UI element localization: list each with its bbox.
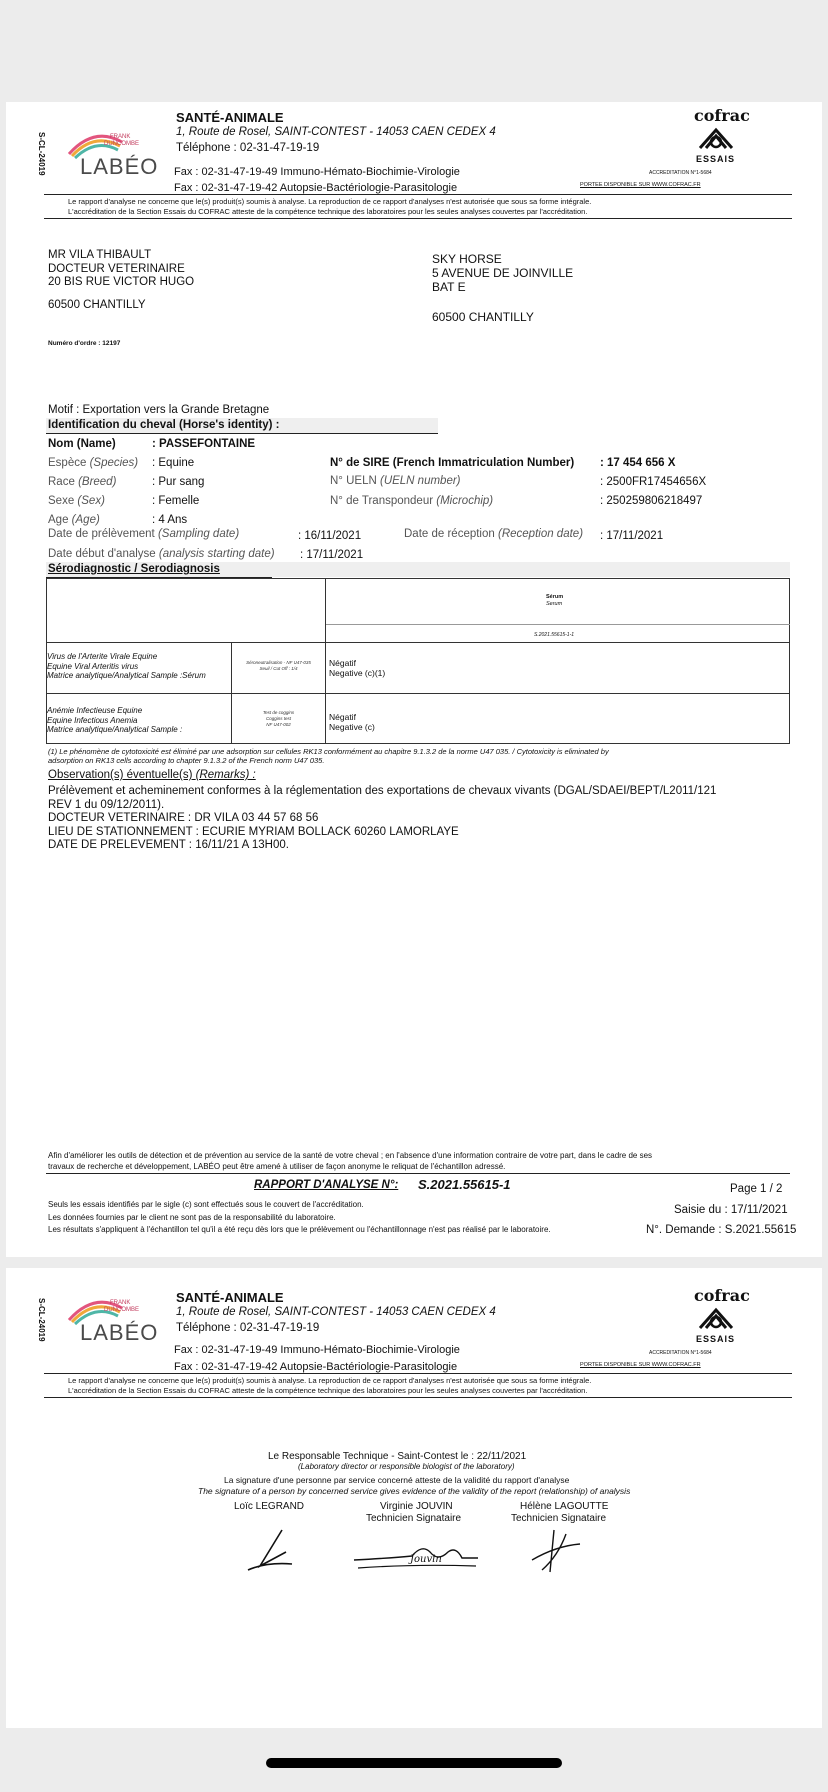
breed-value: : Pur sang — [152, 476, 205, 488]
horse-name: : PASSEFONTAINE — [152, 438, 256, 450]
disclaimer-2: L'accréditation de la Section Essais du COFRAC atteste de la compétence technique des laboratoires pour les seules analyses couvertes par l'accréditation. — [68, 207, 588, 216]
report-page-1 — [6, 102, 822, 1257]
age-label: Age (Age) — [48, 514, 100, 526]
serum-col-header-en: Serum — [546, 601, 563, 607]
saisie-date: Saisie du : 17/11/2021 — [674, 1204, 788, 1216]
species-value: : Equine — [152, 457, 195, 469]
legal-note-3: Les résultats s'appliquent à l'échantillon tel qu'il a été reçu dès lors que le prélèvement ou l'échantillonnage n'est pas réalisé par le laboratoire. — [48, 1225, 551, 1234]
cofrac-accreditation: ACCREDITATION N°1-5684 — [649, 1350, 712, 1356]
page-number: Page 1 / 2 — [730, 1183, 783, 1195]
result-cell — [329, 712, 375, 732]
analyte-name: Virus de l'Arterite Virale Equine — [47, 652, 158, 661]
legal-note-2: Les données fournies par le client ne sont pas de la responsabilité du laboratoire. — [48, 1213, 336, 1222]
result-fr: Négatif — [329, 658, 356, 668]
remark-line: Prélèvement et acheminement conformes à la réglementation des exportations de chevaux vivants (DGAL/SDAEI/BEPT/L2011/121 — [48, 785, 717, 797]
serum-col-header: Sérum — [546, 594, 564, 600]
method-cell — [232, 710, 325, 728]
logo-tagline-1: FRANK — [110, 134, 131, 140]
addressee-left-line: MR VILA THIBAULT — [48, 249, 152, 261]
header-title: SANTÉ-ANIMALE — [176, 110, 284, 125]
analytical-sample: Matrice analytique/Analytical Sample :Sérum — [47, 671, 206, 680]
logo-tagline-2: DUNCOMBE — [104, 1307, 140, 1313]
cofrac-accreditation: ACCREDITATION N°1-5684 — [649, 170, 712, 176]
header-title: SANTÉ-ANIMALE — [176, 1290, 284, 1305]
logo-tagline-1: FRANK — [110, 1300, 131, 1306]
result-fr: Négatif — [329, 712, 356, 722]
method-name: Séroneutralisation - NF U47-035 — [246, 660, 311, 665]
cofrac-logo-text: cofrac — [694, 106, 750, 125]
analyte-name: Anémie Infectieuse Equine — [47, 706, 143, 715]
table-row — [47, 706, 182, 735]
signatory-jouvin: Virginie JOUVIN — [380, 1501, 453, 1512]
signatory-lagoutte: Hélène LAGOUTTE — [520, 1501, 609, 1512]
method-name-en: Coggins test — [265, 716, 291, 721]
signature-jouvin-text: Jouvin — [410, 1554, 442, 1565]
start-date-value: : 17/11/2021 — [300, 549, 364, 561]
labeo-logo-text: LABÉO — [80, 1320, 159, 1345]
ueln-value: : 2500FR17454656X — [600, 476, 707, 488]
method-norm: NF U47-002 — [266, 722, 291, 727]
disclaimer-2: L'accréditation de la Section Essais du COFRAC atteste de la compétence technique des laboratoires pour les seules analyses couvertes par l'accréditation. — [68, 1386, 588, 1395]
disclaimer-1: Le rapport d'analyse ne concerne que le(s) produit(s) soumis à analyse. La reproduction de ce rapport d'analyses n'est autorisée que sous sa forme intégrale. — [68, 1376, 592, 1385]
logo-tagline-2: DUNCOMBE — [104, 141, 140, 147]
addressee-left-line: DOCTEUR VETERINAIRE — [48, 262, 185, 275]
header-address: 1, Route de Rosel, SAINT-CONTEST - 14053 CAEN CEDEX 4 — [176, 126, 496, 138]
remark-line: LIEU DE STATIONNEMENT : ECURIE MYRIAM BOLLACK 60260 LAMORLAYE — [48, 825, 459, 838]
sire-label: N° de SIRE (French Immatriculation Number) — [330, 457, 575, 469]
header-phone: Téléphone : 02-31-47-19-19 — [176, 142, 320, 154]
transponder-value: : 250259806218497 — [600, 495, 703, 507]
addressee-right-line: 5 AVENUE DE JOINVILLE — [432, 266, 574, 280]
report-number: S.2021.55615-1 — [418, 1177, 511, 1192]
cofrac-portee-link[interactable]: PORTEE DISPONIBLE SUR WWW.COFRAC.FR — [580, 182, 701, 188]
analyte-name-en: Equine Viral Arteritis virus — [47, 661, 139, 671]
addressee-left-line: 20 BIS RUE VICTOR HUGO — [48, 276, 195, 288]
reception-date-value: : 17/11/2021 — [600, 530, 664, 542]
method-cutoff: Seuil / Cut Off : 1/4 — [259, 666, 298, 671]
cofrac-portee-link[interactable]: PORTEE DISPONIBLE SUR WWW.COFRAC.FR — [580, 1362, 701, 1368]
sample-id: S.2021.55615-1-1 — [534, 632, 575, 638]
motif: Motif : Exportation vers la Grande Bretagne — [48, 404, 270, 416]
document-code: S-CL-24019 — [37, 132, 46, 176]
sire-value: : 17 454 656 X — [600, 457, 676, 469]
table-row — [47, 652, 206, 681]
signatory-jouvin-role: Technicien Signataire — [366, 1513, 462, 1524]
research-notice-1: Afin d'améliorer les outils de détection et de prévention au service de la santé de votre cheval ; en l'absence d'une information contraire de votre part, dans le cadre de ses — [48, 1151, 653, 1160]
sex-label: Sexe (Sex) — [48, 495, 105, 507]
addressee-left — [48, 249, 194, 312]
demande-number: N°. Demande : S.2021.55615 — [646, 1224, 797, 1236]
remark-line: DATE DE PRELEVEMENT : 16/11/21 A 13H00. — [48, 839, 289, 851]
method-name: Test de coggins — [262, 710, 295, 715]
signature-legrand-icon — [242, 1526, 298, 1576]
disclaimer-1: Le rapport d'analyse ne concerne que le(s) produit(s) soumis à analyse. La reproduction de ce rapport d'analyses n'est autorisée que sous sa forme intégrale. — [68, 197, 592, 206]
ueln-label: N° UELN (UELN number) — [330, 475, 461, 487]
research-notice-2: travaux de recherche et développement, LABÉO peut être amené à utiliser de façon anonyme le reliquat de l'échantillon adressé. — [48, 1162, 506, 1171]
reception-date-label: Date de réception (Reception date) — [404, 528, 584, 540]
cofrac-essais: ESSAIS — [696, 1334, 736, 1344]
header-fax-2: Fax : 02-31-47-19-42 Autopsie-Bactériologie-Parasitologie — [174, 1361, 458, 1373]
name-label: Nom (Name) — [48, 438, 116, 450]
start-date-label: Date début d'analyse (analysis starting date) — [48, 548, 275, 560]
order-number: Numéro d'ordre : 12197 — [48, 340, 121, 347]
technical-manager: Le Responsable Technique - Saint-Contest le : 22/11/2021 — [268, 1451, 527, 1462]
addressee-right-line: 60500 CHANTILLY — [432, 310, 534, 324]
transponder-label: N° de Transpondeur (Microchip) — [330, 495, 494, 507]
technical-manager-en: (Laboratory director or responsible biologist of the laboratory) — [298, 1462, 515, 1471]
signature-lagoutte-icon — [522, 1526, 586, 1578]
footnote-1: (1) Le phénomène de cytotoxicité est éliminé par une adsorption sur cellules RK13 conformément au chapitre 9.1.3.2 de la norme U47 035. / Cytotoxicity is eliminated by — [48, 747, 609, 756]
analyte-name-en: Equine Infectious Anemia — [47, 715, 138, 725]
header-phone: Téléphone : 02-31-47-19-19 — [176, 1322, 320, 1334]
sex-value: : Femelle — [152, 495, 200, 507]
header-fax-1: Fax : 02-31-47-19-49 Immuno-Hémato-Biochimie-Virologie — [174, 166, 460, 178]
remarks-heading: Observation(s) éventuelle(s) (Remarks) : — [48, 769, 256, 781]
signature-jouvin-icon — [352, 1538, 482, 1574]
legal-note-1: Seuls les essais identifiés par le sigle (c) sont effectués sous le couvert de l'accréditation. — [48, 1200, 364, 1209]
sampling-date-label: Date de prélèvement (Sampling date) — [48, 528, 240, 540]
sampling-date-value: : 16/11/2021 — [298, 530, 362, 542]
signatory-lagoutte-role: Technicien Signataire — [511, 1513, 607, 1524]
home-indicator[interactable] — [266, 1758, 562, 1768]
footnote-2: adsorption on RK13 cells according to chapter 9.1.3.2 of the French norm U47 035. — [48, 756, 325, 765]
result-cell — [329, 658, 385, 678]
labeo-logo-text: LABÉO — [80, 154, 159, 179]
remarks-body — [48, 785, 716, 853]
result-en: Negative (c)(1) — [329, 668, 386, 678]
report-number-label: RAPPORT D'ANALYSE N°: — [254, 1179, 399, 1191]
header-fax-2: Fax : 02-31-47-19-42 Autopsie-Bactériologie-Parasitologie — [174, 182, 458, 194]
signature-statement: La signature d'une personne par service concerné atteste de la validité du rapport d'analyse — [224, 1475, 570, 1485]
identification-heading: Identification du cheval (Horse's identity) : — [48, 419, 280, 431]
signatory-legrand: Loïc LEGRAND — [234, 1501, 305, 1512]
species-label: Espèce (Species) — [48, 457, 139, 469]
result-en: Negative (c) — [329, 722, 375, 732]
remark-line: DOCTEUR VETERINAIRE : DR VILA 03 44 57 68 56 — [48, 812, 319, 824]
addressee-right-line: SKY HORSE — [432, 252, 502, 266]
signature-statement-en: The signature of a person by concerned service gives evidence of the validity of the report (relationship) of analysis — [198, 1486, 631, 1496]
header-fax-1: Fax : 02-31-47-19-49 Immuno-Hémato-Biochimie-Virologie — [174, 1344, 460, 1356]
document-code: S-CL-24019 — [37, 1298, 46, 1342]
cofrac-logo-text: cofrac — [694, 1286, 750, 1305]
analytical-sample: Matrice analytique/Analytical Sample : — [47, 725, 183, 734]
remark-line: REV 1 du 09/12/2011). — [48, 798, 165, 811]
cofrac-essais: ESSAIS — [696, 154, 736, 164]
addressee-left-line: 60500 CHANTILLY — [48, 298, 146, 311]
serodiagnostic-heading: Sérodiagnostic / Serodiagnosis — [48, 563, 220, 575]
cofrac-symbol-icon — [696, 1306, 736, 1332]
age-value: : 4 Ans — [152, 514, 188, 526]
addressee-right-line: BAT E — [432, 280, 466, 294]
header-address: 1, Route de Rosel, SAINT-CONTEST - 14053 CAEN CEDEX 4 — [176, 1306, 496, 1318]
cofrac-symbol-icon — [696, 126, 736, 152]
report-page-2 — [6, 1268, 822, 1728]
addressee-right — [432, 252, 573, 324]
method-cell — [232, 660, 325, 672]
breed-label: Race (Breed) — [48, 476, 117, 488]
